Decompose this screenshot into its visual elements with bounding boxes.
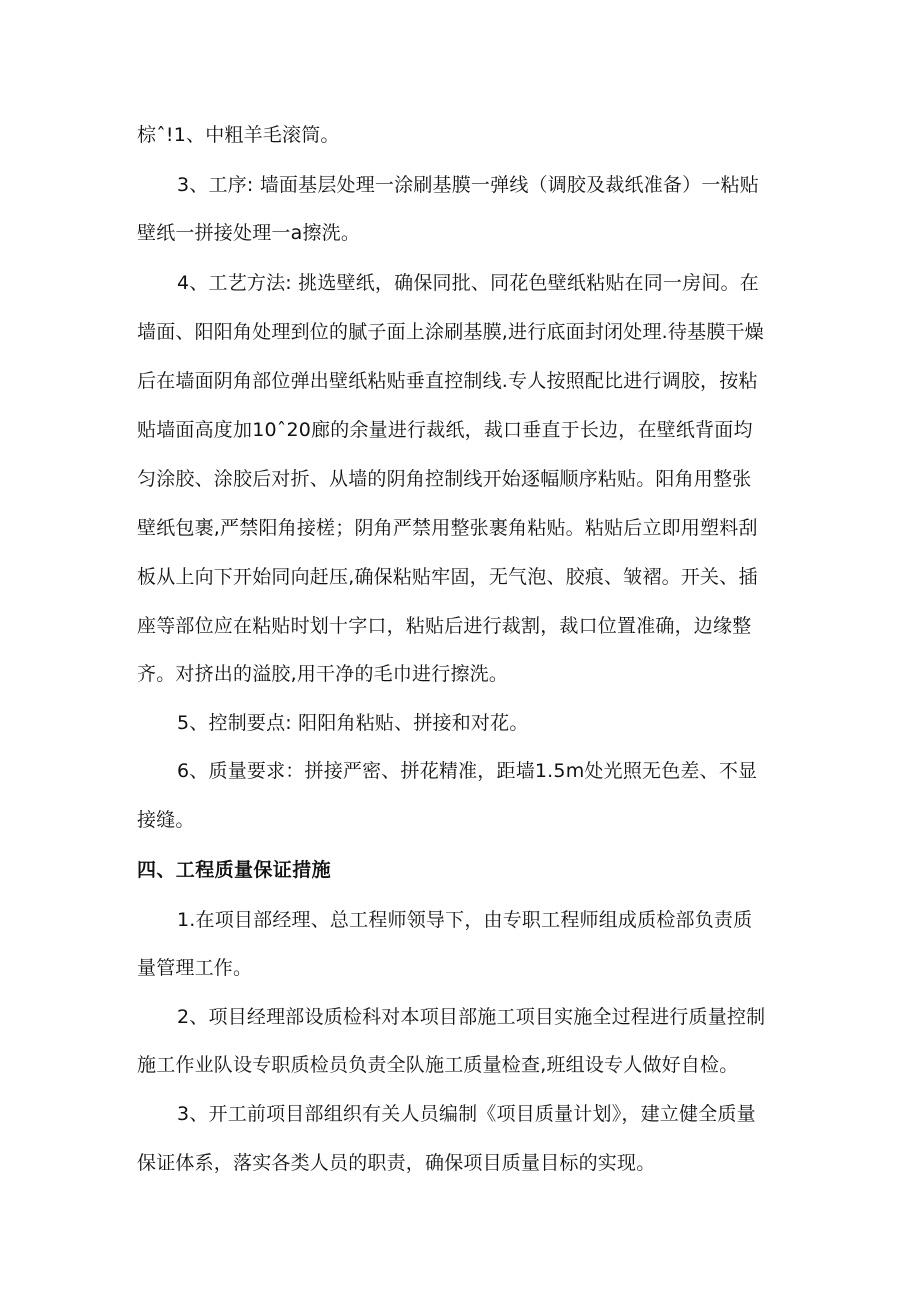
paragraph-measure-1-line-2: 量管理工作。 — [137, 957, 253, 979]
paragraph-tools-line-1: 棕ˆ!1、中粗羊毛滚筒。 — [137, 124, 340, 146]
paragraph-process-line-2: 壁纸一拼接处理一a擦洗。 — [137, 222, 361, 244]
paragraph-method-line-9: 齐。对挤出的溢胶,用干净的毛巾进行擦洗。 — [137, 663, 509, 685]
paragraph-method-line-2: 墙面、阳阳角处理到位的腻子面上涂刷基膜,进行底面封闭处理.待基膜干燥 — [137, 321, 764, 343]
paragraph-process-line-1: 3、工序: 墙面基层处理一涂刷基膜一弹线（调胶及裁纸准备）一粘贴 — [177, 174, 759, 196]
section-heading: 四、工程质量保证措施 — [137, 859, 332, 881]
paragraph-method-line-1: 4、工艺方法: 挑选壁纸，确保同批、同花色壁纸粘贴在同一房间。在 — [177, 272, 759, 294]
paragraph-method-line-8: 座等部位应在粘贴时划十字口，粘贴后进行裁割，裁口位置准确，边缘整 — [137, 615, 752, 637]
paragraph-control-points-line-1: 5、控制要点: 阳阳角粘贴、拼接和对花。 — [177, 712, 529, 734]
paragraph-measure-2-line-2: 施工作业队设专职质检员负责全队施工质量检查,班组设专人做好自检。 — [137, 1054, 739, 1076]
paragraph-measure-2-line-1: 2、项目经理部设质检科对本项目部施工项目实施全过程进行质量控制 — [177, 1006, 766, 1028]
paragraph-measure-3-line-1: 3、开工前项目部组织有关人员编制《项目质量计划》，建立健全质量 — [177, 1103, 756, 1125]
paragraph-measure-3-line-2: 保证体系，落实各类人员的职责，确保项目质量目标的实现。 — [137, 1152, 656, 1174]
paragraph-quality-requirements-line-1: 6、质量要求：拼接严密、拼花精准，距墙1.5m处光照无色差、不显 — [177, 760, 758, 782]
paragraph-quality-requirements-line-2: 接缝。 — [137, 809, 195, 831]
paragraph-method-line-3: 后在墙面阴角部位弹出壁纸粘贴垂直控制线.专人按照配比进行调胶，按粘 — [137, 370, 758, 392]
paragraph-method-line-7: 板从上向下开始同向赶压,确保粘贴牢固，无气泡、胶痕、皱褶。开关、插 — [137, 566, 758, 588]
paragraph-method-line-6: 壁纸包裹,严禁阳角接槎；阴角严禁用整张裹角粘贴。粘贴后立即用塑料刮 — [137, 517, 758, 539]
paragraph-measure-1-line-1: 1.在项目部经理、总工程师领导下，由专职工程师组成质检部负责质 — [177, 909, 753, 931]
paragraph-method-line-5: 匀涂胶、涂胶后对折、从墙的阴角控制线开始逐幅顺序粘贴。阳角用整张 — [137, 468, 752, 490]
paragraph-method-line-4: 贴墙面高度加10ˆ20廊的余量进行裁纸，裁口垂直于长边，在壁纸背面均 — [137, 419, 753, 441]
